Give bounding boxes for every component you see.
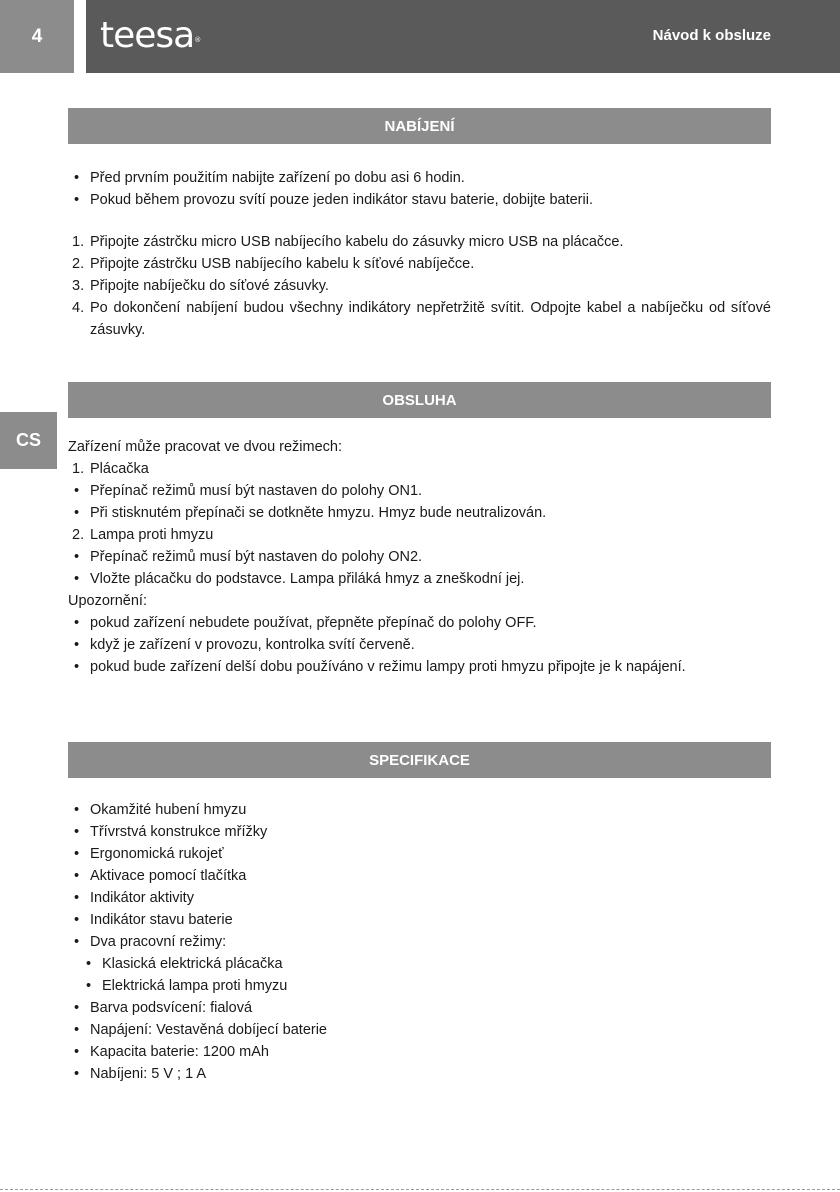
header-title: Návod k obsluze [652, 27, 771, 44]
list-item: • Před prvním použitím nabijte zařízení po dobu asi 6 hodin. [68, 167, 771, 189]
specs-list [68, 799, 771, 1085]
operation-content [68, 436, 771, 678]
charging-steps [68, 231, 771, 341]
list-item: • Nabíjeni: 5 V ; 1 A [68, 1063, 771, 1085]
list-item: • pokud bude zařízení delší dobu používáno v režimu lampy proti hmyzu připojte je k napájení. [68, 656, 771, 678]
section-heading-operation: OBSLUHA [68, 382, 771, 418]
list-item: 3. Připojte nabíječku do síťové zásuvky. [72, 278, 329, 294]
list-item: • Barva podsvícení: fialová [68, 997, 771, 1019]
list-item: • Třívrstvá konstrukce mřížky [68, 821, 771, 843]
list-item: • Pokud během provozu svítí pouze jeden indikátor stavu baterie, dobijte baterii. [68, 189, 771, 211]
list-item: 1. Připojte zástrčku micro USB nabíjecího kabelu do zásuvky micro USB na plácačce. [72, 234, 624, 250]
page-number: 4 [0, 0, 74, 73]
list-item: • Ergonomická rukojeť [68, 843, 771, 865]
list-item: • Kapacita baterie: 1200 mAh [68, 1041, 771, 1063]
language-tab: CS [0, 412, 57, 469]
list-item: • Vložte plácačku do podstavce. Lampa přiláká hmyz a zneškodní jej. [68, 568, 771, 590]
list-item: • Aktivace pomocí tlačítka [68, 865, 771, 887]
list-item: 4. Po dokončení nabíjení budou všechny indikátory nepřetržitě svítit. Odpojte kabel a nabíječku od síťové zásuvky. [72, 300, 771, 338]
list-item: • Napájení: Vestavěná dobíjecí baterie [68, 1019, 771, 1041]
header-bar [86, 0, 840, 73]
warning-label: Upozornění: [68, 593, 147, 609]
section-heading-specs: SPECIFIKACE [68, 742, 771, 778]
list-item: • Indikátor aktivity [68, 887, 771, 909]
list-item: • Okamžité hubení hmyzu [68, 799, 771, 821]
mode-heading: 2. Lampa proti hmyzu [72, 527, 214, 543]
sub-list-item: • Elektrická lampa proti hmyzu [68, 975, 771, 997]
charging-bullets [68, 167, 771, 211]
list-item: • pokud zařízení nebudete používat, přepněte přepínač do polohy OFF. [68, 612, 771, 634]
sub-list-item: • Klasická elektrická plácačka [68, 953, 771, 975]
operation-intro: Zařízení může pracovat ve dvou režimech: [68, 439, 343, 455]
logo-text: teesa [100, 15, 195, 56]
list-item: • Indikátor stavu baterie [68, 909, 771, 931]
section-heading-charging: NABÍJENÍ [68, 108, 771, 144]
mode-heading: 1. Plácačka [72, 461, 149, 477]
bottom-divider [0, 1189, 840, 1190]
list-item: • Přepínač režimů musí být nastaven do polohy ON2. [68, 546, 771, 568]
logo-trademark: ® [194, 36, 201, 44]
brand-logo [100, 16, 200, 56]
list-item: • když je zařízení v provozu, kontrolka svítí červeně. [68, 634, 771, 656]
list-item: • Dva pracovní režimy: [68, 931, 771, 953]
list-item: • Při stisknutém přepínači se dotkněte hmyzu. Hmyz bude neutralizován. [68, 502, 771, 524]
list-item: • Přepínač režimů musí být nastaven do polohy ON1. [68, 480, 771, 502]
list-item: 2. Připojte zástrčku USB nabíjecího kabelu k síťové nabíječce. [72, 256, 475, 272]
